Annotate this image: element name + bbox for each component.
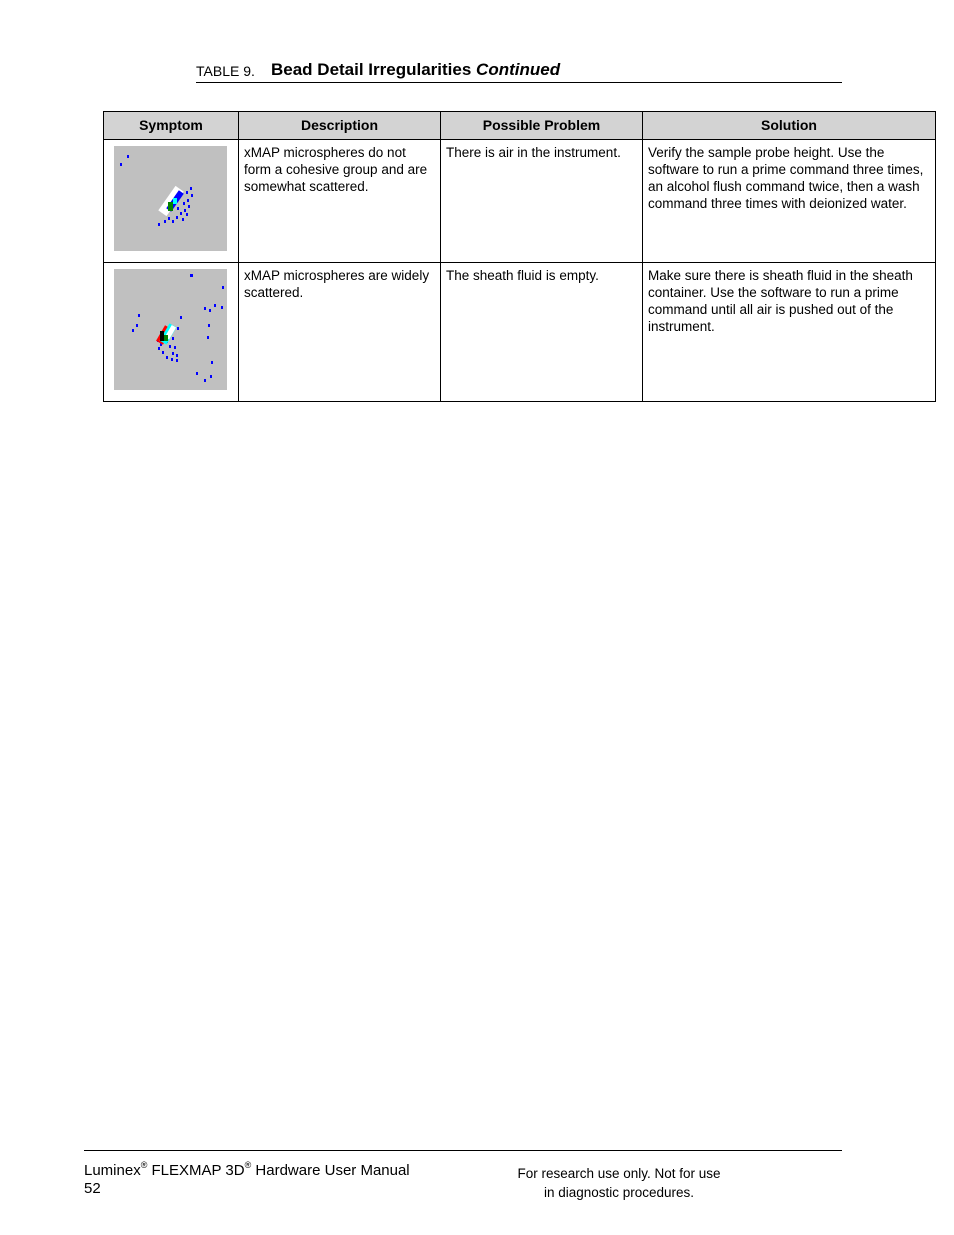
problem-cell: The sheath fluid is empty. <box>441 263 643 402</box>
registered-mark: ® <box>244 1160 252 1170</box>
solution-cell: Verify the sample probe height. Use the software to run a prime command three times, an alcohol flush command twice, then a wash command three times with deionized water. <box>643 140 936 263</box>
cluster-center <box>168 202 173 211</box>
footer-divider <box>84 1150 842 1151</box>
notice-line-1: For research use only. Not for use <box>517 1166 721 1181</box>
cluster-center <box>164 335 168 341</box>
table-row <box>104 263 936 402</box>
registered-mark: ® <box>140 1160 148 1170</box>
header-description: Description <box>239 112 441 140</box>
manual-name: Hardware User Manual <box>251 1162 410 1179</box>
table-number: TABLE 9. <box>196 63 255 79</box>
brand-name: Luminex <box>84 1162 141 1179</box>
table-title-suffix: Continued <box>476 60 561 79</box>
product-name: FLEXMAP 3D <box>147 1162 245 1179</box>
symptom-cell <box>104 263 239 402</box>
table-title <box>271 60 560 80</box>
notice-line-2: in diagnostic procedures. <box>543 1185 695 1200</box>
footer-notice <box>500 1164 738 1202</box>
cohesive-scatter-plot <box>114 146 227 251</box>
description-cell: xMAP microspheres are widely scattered. <box>239 263 441 402</box>
cluster-dense <box>160 331 164 341</box>
table-caption <box>196 58 842 83</box>
table-header-row <box>104 112 936 140</box>
table-title-text: Bead Detail Irregularities <box>271 60 472 79</box>
table-row <box>104 140 936 263</box>
header-symptom: Symptom <box>104 112 239 140</box>
header-solution: Solution <box>643 112 936 140</box>
description-cell: xMAP microspheres do not form a cohesive group and are somewhat scattered. <box>239 140 441 263</box>
wide-scatter-plot <box>114 269 227 390</box>
page-number: 52 <box>84 1180 101 1197</box>
footer-manual-info <box>84 1162 410 1198</box>
header-possible-problem: Possible Problem <box>441 112 643 140</box>
problem-cell: There is air in the instrument. <box>441 140 643 263</box>
solution-cell: Make sure there is sheath fluid in the sheath container. Use the software to run a prime command until all air is pushed out of the instrument. <box>643 263 936 402</box>
bead-irregularities-table <box>103 111 936 402</box>
footer-manual-title <box>84 1162 410 1180</box>
cluster-highlight <box>173 198 177 204</box>
symptom-cell <box>104 140 239 263</box>
